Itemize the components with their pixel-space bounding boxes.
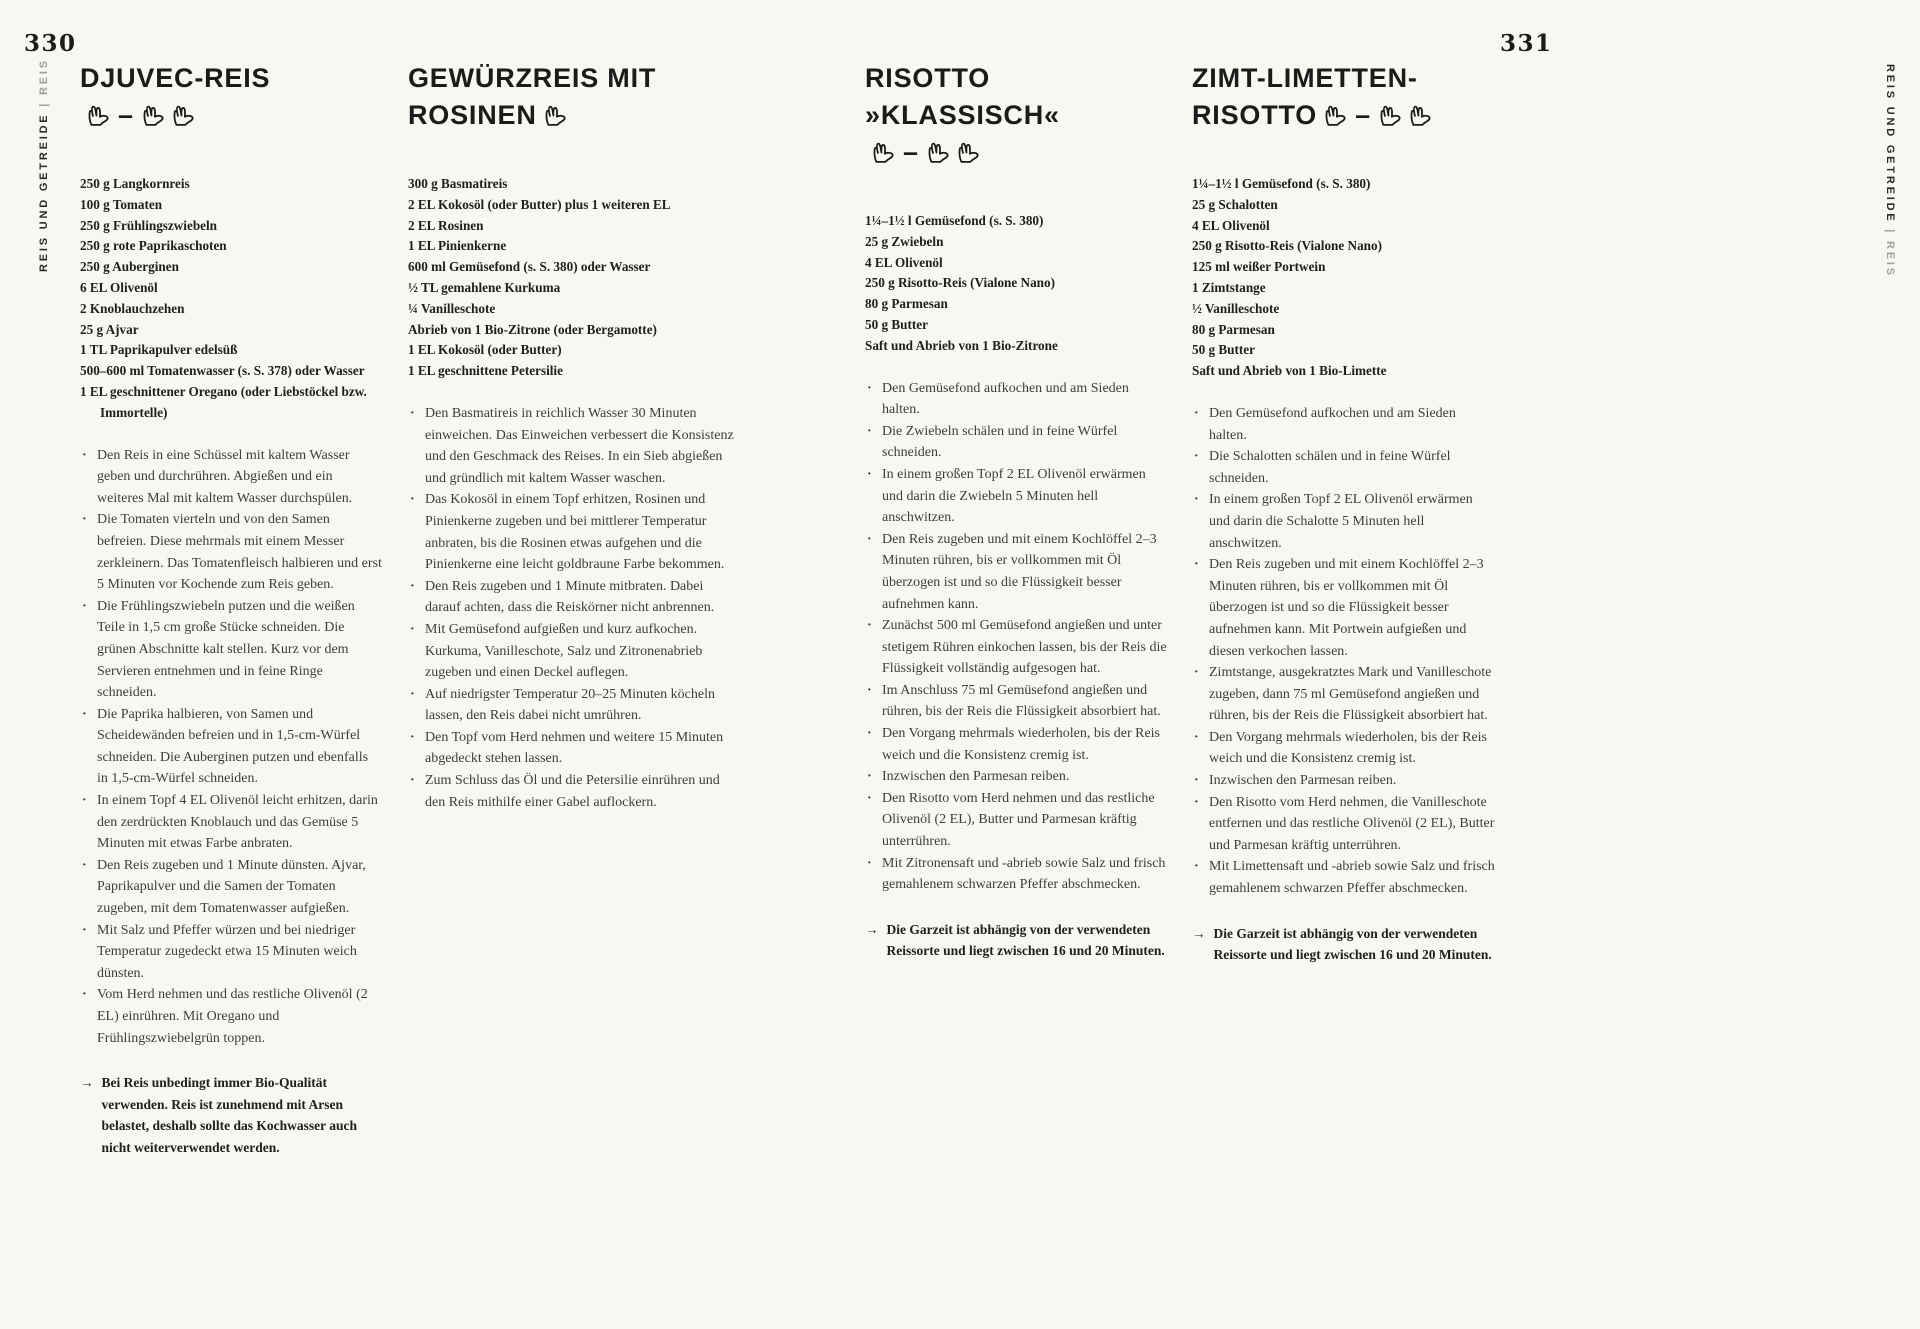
ingredient-list	[865, 211, 1167, 357]
recipe-title-line: RISOTTO	[865, 63, 991, 93]
recipe-column	[1192, 60, 1496, 966]
ingredient-item: ¼ Vanilleschote	[408, 300, 496, 316]
ingredient-item: 250 g Langkornreis	[80, 176, 190, 191]
ingredient-item: 1 Zimtstange	[1192, 279, 1266, 295]
step-item: · Die Tomaten vierteln und von den Samen befreien. Diese mehrmals mit einem Messer zerkleinern. Das Tomatenfleisch halbieren und erst 5 Minuten vor Kochende zum Reis geben.	[80, 509, 382, 595]
ingredient-item: 300 g Basmatireis	[408, 176, 508, 191]
ingredient-item: 1 EL Pinienkerne	[408, 238, 507, 254]
step-item: · Mit Limettensaft und -abrieb sowie Salz und frisch gemahlenem schwarzen Pfeffer abschmecken.	[1192, 856, 1496, 899]
ingredient-item: 80 g Parmesan	[865, 296, 948, 312]
ingredient-item: 1¼–1½ l Gemüsefond (s. S. 380)	[865, 213, 1044, 228]
ingredient-item: 2 EL Rosinen	[408, 217, 484, 233]
step-item: · Den Risotto vom Herd nehmen und das restliche Olivenöl (2 EL), Butter und Parmesan kräftig unterrühren.	[865, 788, 1167, 853]
ingredient-item: 2 Knoblauchzehen	[80, 300, 185, 316]
recipe-title-line: ROSINEN	[408, 97, 738, 134]
arrow-icon: →	[865, 921, 879, 937]
recipe-note-text: Die Garzeit ist abhängig von der verwendeten Reissorte und liegt zwischen 16 und 20 Minuten.	[1213, 925, 1492, 963]
hand-rock-icon	[170, 102, 199, 127]
ingredient-list	[1192, 174, 1496, 382]
page-number-left: 330	[24, 30, 77, 57]
ingredient-item: 50 g Butter	[1192, 342, 1255, 358]
ingredient-item: 50 g Butter	[865, 316, 928, 332]
ingredient-item: 1 EL Kokosöl (oder Butter)	[408, 342, 562, 358]
hand-rock-icon	[140, 102, 169, 127]
step-item: · Die Zwiebeln schälen und in feine Würfel schneiden.	[865, 421, 1167, 464]
step-item: · Mit Zitronensaft und -abrieb sowie Salz und frisch gemahlenem schwarzen Pfeffer abschmecken.	[865, 853, 1167, 896]
ingredient-item: Saft und Abrieb von 1 Bio-Limette	[1192, 363, 1387, 379]
step-item: · Vom Herd nehmen und das restliche Olivenöl (2 EL) einrühren. Mit Oregano und Frühlingszwiebelgrün toppen.	[80, 984, 382, 1049]
ingredient-item: 1¼–1½ l Gemüsefond (s. S. 380)	[1192, 176, 1371, 191]
step-item: · Die Paprika halbieren, von Samen und Scheidewänden befreien und in 1,5-cm-Würfel schneiden. Die Auberginen putzen und ebenfalls in 1,5-cm-Würfel schneiden.	[80, 704, 382, 790]
ingredient-item: 250 g Risotto-Reis (Vialone Nano)	[1192, 238, 1382, 254]
ingredient-list	[80, 174, 382, 424]
hand-rock-icon	[870, 139, 899, 164]
recipe-column	[408, 60, 738, 813]
ingredient-item: 250 g Frühlingszwiebeln	[80, 217, 218, 233]
step-item: · In einem Topf 4 EL Olivenöl leicht erhitzen, darin den zerdrückten Knoblauch und das Gemüse 5 Minuten mit etwas Farbe anbraten.	[80, 790, 382, 855]
hand-rock-icon	[1407, 102, 1436, 127]
ingredient-item: 600 ml Gemüsefond (s. S. 380) oder Wasser	[408, 259, 651, 275]
recipe-title-line: »KLASSISCH«–	[865, 100, 1060, 167]
hand-rock-icon	[925, 139, 954, 164]
ingredient-item: 250 g rote Paprikaschoten	[80, 238, 227, 254]
recipe-title	[80, 60, 382, 134]
hand-rock-icon	[542, 102, 571, 127]
ingredient-item: 4 EL Olivenöl	[865, 254, 943, 270]
difficulty-rating	[1317, 100, 1436, 130]
ingredient-item: 80 g Parmesan	[1192, 321, 1275, 337]
step-item: · Die Frühlingszwiebeln putzen und die weißen Teile in 1,5 cm große Stücke schneiden. Die grünen Abschnitte kalt stellen. Kurz vor dem Servieren entnehmen und in feine Ringe schneiden.	[80, 596, 382, 704]
step-item: · In einem großen Topf 2 EL Olivenöl erwärmen und darin die Zwiebeln 5 Minuten hell anschwitzen.	[865, 464, 1167, 529]
page-number-right: 331	[1500, 30, 1553, 57]
step-item: · Zunächst 500 ml Gemüsefond angießen und unter stetigem Rühren einkochen lassen, bis der Reis die Flüssigkeit vollständig aufgesogen hat.	[865, 615, 1167, 680]
step-item: · Inzwischen den Parmesan reiben.	[1192, 770, 1496, 792]
ingredient-item: 250 g Risotto-Reis (Vialone Nano)	[865, 275, 1055, 291]
ingredient-item: 25 g Zwiebeln	[865, 233, 944, 249]
recipe-column	[865, 60, 1167, 962]
ingredient-item: 25 g Schalotten	[1192, 196, 1278, 212]
ingredient-item: 1 EL geschnittene Petersilie	[408, 363, 563, 379]
step-item: · Mit Salz und Pfeffer würzen und bei niedriger Temperatur zugedeckt etwa 15 Minuten weich dünsten.	[80, 920, 382, 985]
arrow-icon: →	[1192, 925, 1206, 941]
ingredient-item: ½ Vanilleschote	[1192, 300, 1280, 316]
ingredient-item: 6 EL Olivenöl	[80, 279, 158, 295]
difficulty-rating	[537, 100, 571, 130]
chapter-separator: |	[1884, 223, 1896, 242]
difficulty-dash: –	[903, 137, 919, 167]
step-item: · Den Topf vom Herd nehmen und weitere 15 Minuten abgedeckt stehen lassen.	[408, 727, 738, 770]
difficulty-rating	[80, 100, 199, 130]
recipe-note-text: Die Garzeit ist abhängig von der verwendeten Reissorte und liegt zwischen 16 und 20 Minuten.	[886, 921, 1165, 959]
difficulty-dash: –	[1355, 100, 1371, 130]
recipe-title-line: ZIMT-LIMETTEN-	[1192, 63, 1418, 93]
step-item: · Den Gemüsefond aufkochen und am Sieden halten.	[1192, 403, 1496, 446]
step-item: · Zimtstange, ausgekratztes Mark und Vanilleschote zugeben, dann 75 ml Gemüsefond angießen und rühren, bis der Reis die Flüssigkeit absorbiert hat.	[1192, 662, 1496, 727]
step-item: · Den Reis zugeben und mit einem Kochlöffel 2–3 Minuten rühren, bis er vollkommen mit Öl überzogen ist und so die Flüssigkeit besser aufnehmen kann. Mit Portwein aufgießen und diesen verkochen lassen.	[1192, 554, 1496, 662]
step-item: · In einem großen Topf 2 EL Olivenöl erwärmen und darin die Schalotte 5 Minuten hell anschwitzen.	[1192, 489, 1496, 554]
ingredient-item: 2 EL Kokosöl (oder Butter) plus 1 weiteren EL	[408, 196, 671, 212]
step-item: · Den Reis zugeben und mit einem Kochlöffel 2–3 Minuten rühren, bis er vollkommen mit Öl überzogen ist und so die Flüssigkeit besser aufnehmen kann.	[865, 529, 1167, 615]
ingredient-item: 100 g Tomaten	[80, 196, 163, 212]
step-list	[1192, 403, 1496, 900]
hand-rock-icon	[85, 102, 114, 127]
step-item: · Den Reis zugeben und 1 Minute dünsten. Ajvar, Paprikapulver und die Samen der Tomaten zugeben, mit dem Tomatenwasser aufgießen.	[80, 855, 382, 920]
recipe-title-line: RISOTTO –	[1192, 97, 1496, 134]
ingredient-item: 250 g Auberginen	[80, 259, 179, 275]
step-item: · Auf niedrigster Temperatur 20–25 Minuten köcheln lassen, den Reis dabei nicht umrühren.	[408, 684, 738, 727]
difficulty-rating	[865, 137, 984, 167]
step-item: · Den Gemüsefond aufkochen und am Sieden halten.	[865, 378, 1167, 421]
ingredient-item: 1 EL geschnittener Oregano (oder Liebstöckel bzw. Immortelle)	[80, 383, 367, 420]
step-item: · Den Vorgang mehrmals wiederholen, bis der Reis weich und die Konsistenz cremig ist.	[1192, 727, 1496, 770]
ingredient-list	[408, 174, 738, 382]
difficulty-dash: –	[118, 100, 134, 130]
hand-rock-icon	[1377, 102, 1406, 127]
hand-rock-icon	[955, 139, 984, 164]
chapter-separator: |	[38, 94, 50, 113]
step-item: · Den Reis in eine Schüssel mit kaltem Wasser geben und durchrühren. Abgießen und ein weiteres Mal mit kaltem Wasser durchspülen.	[80, 445, 382, 510]
step-item: · Inzwischen den Parmesan reiben.	[865, 766, 1167, 788]
step-item: · Den Reis zugeben und 1 Minute mitbraten. Dabei darauf achten, dass die Reiskörner nicht anbrennen.	[408, 576, 738, 619]
recipe-note	[1192, 923, 1496, 966]
step-item: · Den Basmatireis in reichlich Wasser 30 Minuten einweichen. Das Einweichen verbessert die Konsistenz und den Geschmack des Reises. In ein Sieb abgießen und gründlich mit kaltem Wasser waschen.	[408, 403, 738, 489]
ingredient-item: 4 EL Olivenöl	[1192, 217, 1270, 233]
step-item: · Den Vorgang mehrmals wiederholen, bis der Reis weich und die Konsistenz cremig ist.	[865, 723, 1167, 766]
chapter-current-label: REIS	[1884, 241, 1896, 278]
chapter-label: REIS UND GETREIDE	[38, 112, 50, 272]
step-item: · Das Kokosöl in einem Topf erhitzen, Rosinen und Pinienkerne zugeben und bei mittlerer Temperatur anbraten, bis die Rosinen etwas aufgehen und die Pinienkerne eine leicht goldbraune Farbe bekommen.	[408, 489, 738, 575]
step-list	[80, 445, 382, 1050]
chapter-label: REIS UND GETREIDE	[1884, 64, 1896, 224]
recipe-note	[80, 1072, 382, 1158]
recipe-column	[80, 60, 382, 1159]
arrow-icon: →	[80, 1075, 94, 1091]
step-item: · Zum Schluss das Öl und die Petersilie einrühren und den Reis mithilfe einer Gabel auflockern.	[408, 770, 738, 813]
ingredient-item: 25 g Ajvar	[80, 321, 139, 337]
ingredient-item: Saft und Abrieb von 1 Bio-Zitrone	[865, 337, 1058, 353]
recipe-title-line: DJUVEC-REIS–	[80, 63, 271, 130]
step-item: · Mit Gemüsefond aufgießen und kurz aufkochen. Kurkuma, Vanilleschote, Salz und Zitronenabrieb zugeben und einen Deckel auflegen.	[408, 619, 738, 684]
ingredient-item: 500–600 ml Tomatenwasser (s. S. 378) oder Wasser	[80, 363, 365, 379]
step-item: · Im Anschluss 75 ml Gemüsefond angießen und rühren, bis der Reis die Flüssigkeit absorbiert hat.	[865, 680, 1167, 723]
recipe-title	[408, 60, 738, 134]
step-list	[865, 378, 1167, 896]
recipe-title	[1192, 60, 1496, 134]
ingredient-item: Abrieb von 1 Bio-Zitrone (oder Bergamotte)	[408, 321, 657, 337]
ingredient-item: 1 TL Paprikapulver edelsüß	[80, 342, 238, 358]
chapter-current-label: REIS	[38, 58, 50, 95]
ingredient-item: ½ TL gemahlene Kurkuma	[408, 279, 561, 295]
ingredient-item: 125 ml weißer Portwein	[1192, 259, 1326, 275]
recipe-note	[865, 919, 1167, 962]
step-item: · Den Risotto vom Herd nehmen, die Vanilleschote entfernen und das restliche Olivenöl (2 EL), Butter und Parmesan kräftig unterrühren.	[1192, 792, 1496, 857]
hand-rock-icon	[1322, 102, 1351, 127]
step-list	[408, 403, 738, 813]
recipe-title-line: GEWÜRZREIS MIT	[408, 63, 657, 93]
recipe-title	[865, 60, 1167, 171]
recipe-note-text: Bei Reis unbedingt immer Bio-Qualität verwenden. Reis ist zunehmend mit Arsen belastet, deshalb sollte das Kochwasser auch nicht weiterverwendet werden.	[101, 1075, 358, 1155]
step-item: · Die Schalotten schälen und in feine Würfel schneiden.	[1192, 446, 1496, 489]
